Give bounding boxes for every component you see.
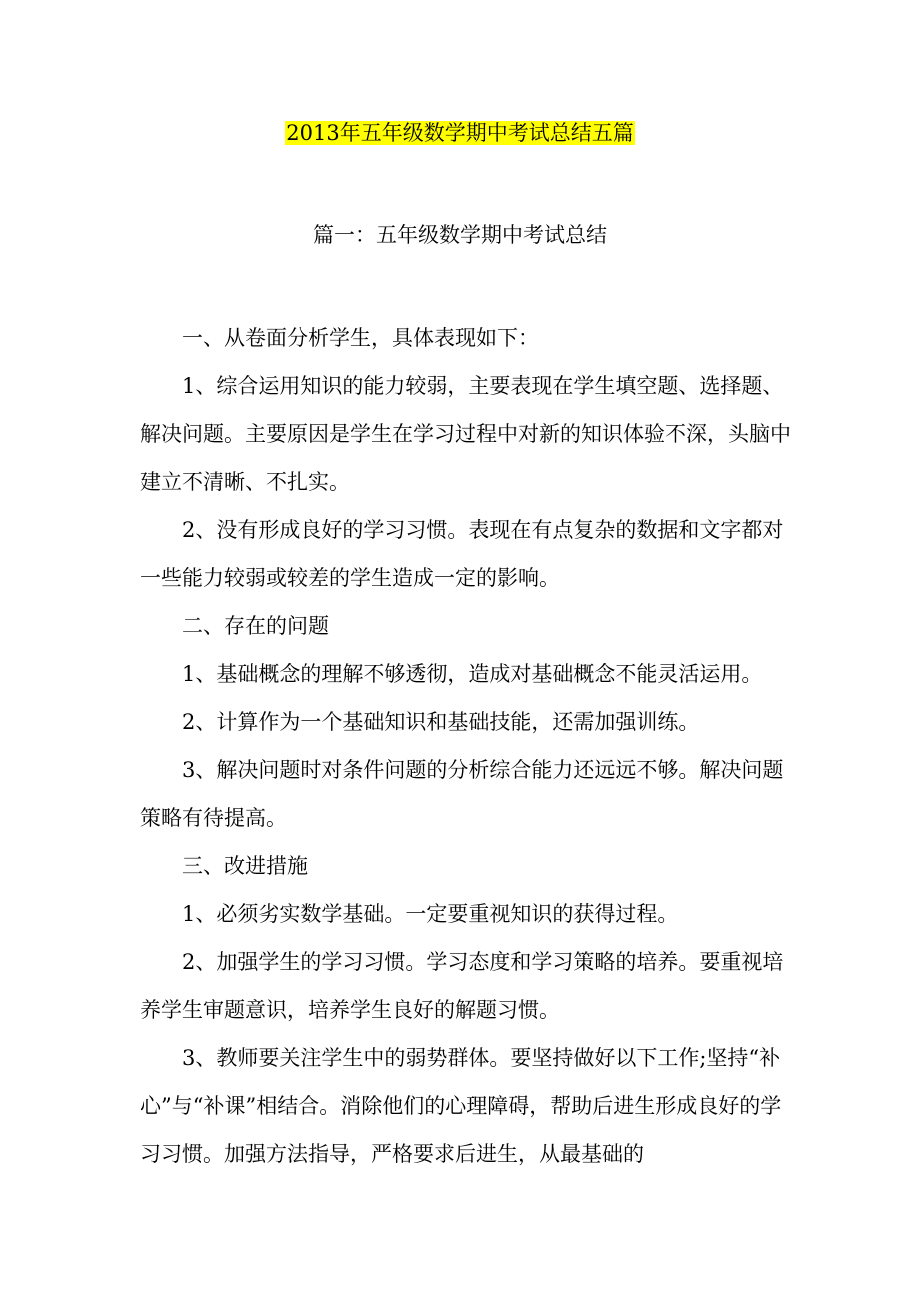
paragraph: 2、加强学生的学习习惯。学习态度和学习策略的培养。要重视培养学生审题意识，培养学生良好的解题习惯。 xyxy=(140,950,784,1022)
paragraph: 1、必须劣实数学基础。一定要重视知识的获得过程。 xyxy=(182,902,679,926)
document-subtitle: 篇一：五年级数学期中考试总结 xyxy=(313,223,607,247)
document-body xyxy=(140,314,800,1178)
paragraph: 三、改进措施 xyxy=(182,854,308,878)
paragraph: 1、综合运用知识的能力较弱，主要表现在学生填空题、选择题、解决问题。主要原因是学生在学习过程中对新的知识体验不深，头脑中建立不清晰、不扎实。 xyxy=(140,374,791,494)
paragraph: 2、没有形成良好的学习习惯。表现在有点复杂的数据和文字都对一些能力较弱或较差的学生造成一定的影响。 xyxy=(140,518,784,590)
paragraph: 3、教师要关注学生中的弱势群体。要坚持做好以下工作;坚持“补心”与“补课”相结合。消除他们的心理障碍，帮助后进生形成良好的学习习惯。加强方法指导，严格要求后进生，从最基础的 xyxy=(140,1046,782,1166)
paragraph: 一、从卷面分析学生，具体表现如下： xyxy=(182,326,539,350)
paragraph: 1、基础概念的理解不够透彻，造成对基础概念不能灵活运用。 xyxy=(182,662,763,686)
paragraph: 3、解决问题时对条件问题的分析综合能力还远远不够。解决问题策略有待提高。 xyxy=(140,758,784,830)
paragraph: 2、计算作为一个基础知识和基础技能，还需加强训练。 xyxy=(182,710,700,734)
document-title xyxy=(0,118,920,148)
paragraph: 二、存在的问题 xyxy=(182,614,329,638)
document-title-text: 2013年五年级数学期中考试总结五篇 xyxy=(286,121,634,145)
